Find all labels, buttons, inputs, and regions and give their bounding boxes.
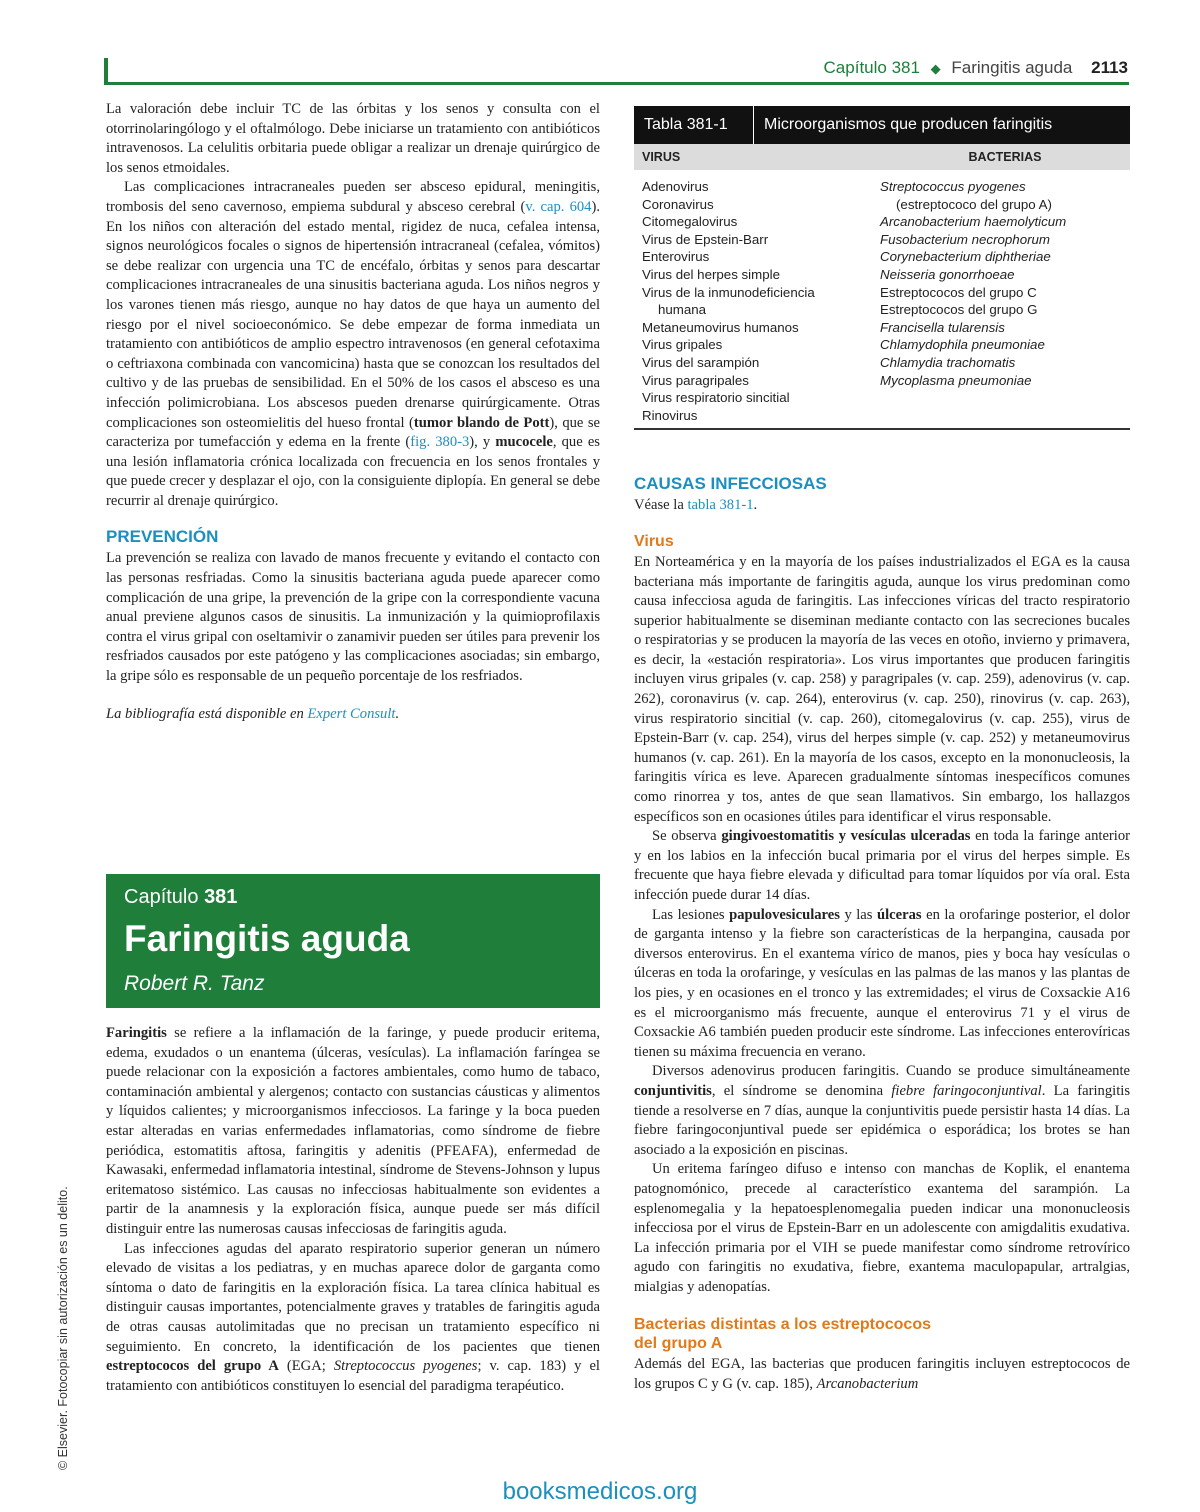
paragraph: Además del EGA, las bacterias que producen faringitis incluyen estreptococos de los grupos C y G (v. cap. 185), Arcanobacterium	[634, 1356, 1130, 1393]
list-item: Virus de la inmunodeficiencia	[642, 284, 815, 300]
table-link[interactable]: tabla 381-1	[687, 497, 754, 514]
page-number: 2113	[1091, 58, 1128, 77]
paragraph: Las infecciones agudas del aparato respiratorio superior generan un número elevado de visitas a los pediatras, y en muchas aparece dolor de garganta como síntoma o dato de faringitis en la exploración física. La tarea clínica habitual es distinguir causas importantes, potencialmente graves y tratables de faringitis aguda de otras causas autolimitadas que no precisan un tratamiento específico ni seguimiento. En concreto, la identificación de los pacientes que tienen estreptococos del grupo A (EGA; Streptococcus pyogenes; v. cap. 183) y el tratamiento con antibióticos constituyen lo esencial del paradigma terapéutico.	[106, 1240, 600, 1394]
left-column	[106, 100, 600, 724]
list-item: Mycoplasma pneumoniae	[880, 372, 1032, 388]
section-heading-causas: CAUSAS INFECCIOSAS	[634, 474, 827, 494]
paragraph: Las lesiones papulovesiculares y las úlceras en la orofaringe posterior, el dolor de garganta intenso y la fiebre son características de la herpangina, causada por diversos enterovirus. En el exantema vírico de manos, pies y boca hay vesículas o úlceras en toda la orofaringe, y vesículas en las palmas de las manos y las plantas de los pies, y en ocasiones en el tronco y las extremidades; el virus de Coxsackie A16 es el microorganismo más frecuente, aunque el enterovirus 71 y el virus de Coxsackie A6 también pueden producir este síndrome. Las infecciones enterovíricas tienen su máxima frecuencia en verano.	[634, 906, 1130, 1060]
list-item: Virus gripales	[642, 337, 723, 353]
header-rule	[104, 82, 1129, 85]
running-header	[824, 58, 1128, 78]
paragraph: Las complicaciones intracraneales pueden ser absceso epidural, meningitis, trombosis del seno cavernoso, empiema subdural y absceso cerebral (v. cap. 604). En los niños con alteración del estado mental, rigidez de nuca, cefalea intensa, signos neurológicos focales o signos de hipertensión intracraneal (cefalea, vómitos) se debe realizar con urgencia una TC de encéfalo, órbitas y senos para descartar complicaciones intracraneales de una sinusitis bacteriana aguda. Los niños negros y los varones tienen más riesgo, aunque no hay datos de que haya un aumento del riesgo por el nivel socioeconómico. Se debe empezar de forma inmediata un tratamiento con antibióticos de amplio espectro intravenosos (en general cefotaxima o ceftriaxona combinada con vancomicina) hasta que se conozcan los resultados del cultivo y de las pruebas de sensibilidad. En el 50% de los casos el absceso es una infección polimicrobiana. Los abscesos pueden drenarse quirúrgicamente. Otras complicaciones son osteomielitis del hueso frontal (tumor blando de Pott), que se caracteriza por tumefacción y edema en la frente (fig. 380-3), y mucocele, que es una lesión inflamatoria crónica localizada con frecuencia en los senos frontales y que puede crecer y desplazar el ojo, con la consiguiente diplopía. En general se debe recurrir al drenaje quirúrgico.	[106, 179, 600, 509]
list-item: Enterovirus	[642, 249, 710, 265]
header-diamond-icon: ◆	[930, 61, 941, 76]
list-item: Virus paragripales	[642, 372, 749, 388]
list-item: Virus respiratorio sincitial	[642, 390, 790, 406]
table-381-1	[634, 106, 1130, 430]
copyright-side-note: © Elsevier. Fotocopiar sin autorización es un delito.	[56, 1186, 70, 1470]
list-item: Neisseria gonorrhoeae	[880, 266, 1015, 282]
chapter-author: Robert R. Tanz	[124, 972, 265, 995]
list-item: humana	[658, 302, 707, 318]
footer-watermark[interactable]: booksmedicos.org	[502, 1478, 698, 1505]
list-item: Streptococcus pyogenes	[880, 179, 1026, 194]
section-heading-prevencion: PREVENCIÓN	[106, 527, 219, 547]
see-table-line: Véase la tabla 381-1.	[634, 497, 758, 514]
chapter-title: Faringitis aguda	[124, 918, 410, 959]
list-item: Chlamydia trachomatis	[880, 354, 1016, 370]
ref-link[interactable]: v. cap. 604	[525, 198, 592, 215]
header-left-rule	[104, 58, 108, 84]
list-item: Corynebacterium diphtheriae	[880, 249, 1051, 265]
list-item: Virus del herpes simple	[642, 266, 780, 282]
bibliography-note: La bibliografía está disponible en Expert Consult.	[106, 705, 400, 722]
table-body	[634, 170, 1130, 430]
list-item: Metaneumovirus humanos	[642, 319, 799, 335]
paragraph: Se observa gingivoestomatitis y vesículas ulceradas en toda la faringe anterior y en los labios en la infección bucal primaria por el virus del herpes simple. Es frecuente que haya fiebre elevada y dificultad para tomar líquidos por vía oral. Esta infección puede durar 14 días.	[634, 828, 1130, 903]
table-column-headers	[634, 144, 1130, 170]
figure-link[interactable]: fig. 380-3	[410, 434, 470, 451]
paragraph: La valoración debe incluir TC de las órbitas y los senos y consulta con el otorrinolaringólogo y el oftalmólogo. Debe iniciarse un tratamiento con antibióticos intravenosos. La celulitis orbitaria puede obligar a realizar un drenaje quirúrgico de los senos etmoidales.	[106, 101, 600, 176]
chapter-label: Capítulo 381	[124, 886, 238, 908]
subheading-bacterias: Bacterias distintas a los estreptococos del grupo A	[634, 1316, 931, 1353]
paragraph: En Norteamérica y en la mayoría de los países industrializados el EGA es la causa bacteriana más importante de faringitis aguda, aunque los virus predominan como causa infecciosa aguda de faringitis. Las infecciones víricas del tracto respiratorio superior habitualmente se diseminan mediante contacto con las secreciones bucales o respiratorias y se producen la mayoría de las veces en otoño, invierno y primavera, es decir, la «estación respiratoria». Los virus importantes que producen faringitis incluyen virus gripales (v. cap. 258) y paragripales (v. cap. 259), adenovirus (v. cap. 262), coronavirus (v. cap. 264), enterovirus (v. cap. 250), rinovirus (v. cap. 263), virus respiratorio sincitial (v. cap. 260), citomegalovirus (v. cap. 255), virus de Epstein-Barr (v. cap. 254), virus del herpes simple (v. cap. 252) y metaneumovirus humanos (v. cap. 261). En la mayoría de los casos, excepto en la mononucleosis, la faringitis vírica es leve. Aparecen gradualmente síntomas inespecíficos comunes como rinorrea y tos, antes de que sean llamativos. Sin embargo, los hallazgos específicos son en ocasiones útiles para identificar el virus responsable.	[634, 553, 1130, 825]
expert-consult-link[interactable]: Expert Consult	[307, 705, 396, 722]
table-number: Tabla 381-1	[634, 106, 754, 144]
list-item: Francisella tularensis	[880, 319, 1005, 335]
list-item: Rinovirus	[642, 407, 698, 423]
right-column	[634, 100, 1130, 1395]
bacteria-list	[880, 178, 1130, 424]
list-item: Chlamydophila pneumoniae	[880, 337, 1045, 353]
paragraph: Diversos adenovirus producen faringitis. Cuando se produce simultáneamente conjuntivitis, el síndrome se denomina fiebre faringoconjuntival. La faringitis tiende a resolverse en 7 días, aunque la conjuntivitis puede persistir hasta 14 días. La fiebre faringoconjuntival puede ser epidémica o esporádica; los brotes se han asociado a la exposición en piscinas.	[634, 1063, 1130, 1158]
left-column-lower	[106, 1024, 600, 1396]
list-item: (estreptococo del grupo A)	[896, 196, 1052, 212]
table-header	[634, 106, 1130, 144]
subheading-virus: Virus	[634, 532, 674, 550]
list-item: Citomegalovirus	[642, 214, 738, 230]
paragraph: La prevención se realiza con lavado de manos frecuente y evitando el contacto con las personas resfriadas. Como la sinusitis bacteriana aguda puede aparecer como complicación de una gripe, la prevención de la gripe con la correspondiente vacuna anual previene algunos casos de sinusitis. La inmunización y la quimioprofilaxis contra el virus gripal con oseltamivir o zanamivir pueden ser útiles para prevenir los resfriados causados por este patógeno y las complicaciones asociadas; sin embargo, la gripe sólo es responsable de un pequeño porcentaje de los resfriados.	[106, 550, 600, 685]
column-header-bacteria: BACTERIAS	[968, 150, 1042, 164]
chapter-title-box	[106, 874, 600, 1008]
list-item: Estreptococos del grupo G	[880, 302, 1038, 318]
paragraph: Faringitis se refiere a la inflamación de la faringe, y puede producir eritema, edema, exudados o un enantema (úlceras, vesículas). La inflamación faríngea se puede relacionar con la exposición a factores ambientales, como humo de tabaco, contaminación ambiental y alergenos; contacto con sustancias cáusticas y alimentos y líquidos calientes; y microorganismos infecciosos. La faringe y la boca pueden estar alteradas en varias enfermedades inflamatorias, como síndrome de fiebre periódica, estomatitis aftosa, faringitis y adenitis (PFEAFA), enfermedad de Kawasaki, enfermedad inflamatoria intestinal, síndrome de Stevens-Johnson y lupus eritematoso sistémico. Las causas no infecciosas habitualmente son evidentes a partir de la anamnesis y la exploración física, aunque puede ser más difícil distinguir entre las numerosas causas infecciosas de faringitis aguda.	[106, 1025, 600, 1237]
list-item: Estreptococos del grupo C	[880, 284, 1037, 300]
paragraph: Un eritema faríngeo difuso e intenso con manchas de Koplik, el enantema patognomónico, precede al característico exantema del sarampión. La esplenomegalia y la hepatoesplenomegalia pueden indicar una mononucleosis infecciosa por el virus de Epstein-Barr en un adolescente con amigdalitis exudativa. La infección primaria por el VIH se puede manifestar como síndrome retrovírico agudo con faringitis no exudativa, fiebre, exantema maculopapular, artralgias, mialgias y adenopatías.	[634, 1161, 1130, 1295]
virus-list	[634, 178, 880, 424]
list-item: Arcanobacterium haemolyticum	[880, 214, 1067, 230]
table-caption: Microorganismos que producen faringitis	[764, 116, 1053, 133]
column-header-virus: VIRUS	[642, 150, 681, 164]
list-item: Adenovirus	[642, 179, 709, 194]
list-item: Virus del sarampión	[642, 354, 760, 370]
header-title: Faringitis aguda	[951, 58, 1073, 77]
list-item: Coronavirus	[642, 196, 714, 212]
list-item: Virus de Epstein-Barr	[642, 231, 769, 247]
header-chapter: Capítulo 381	[823, 58, 920, 77]
list-item: Fusobacterium necrophorum	[880, 231, 1050, 247]
